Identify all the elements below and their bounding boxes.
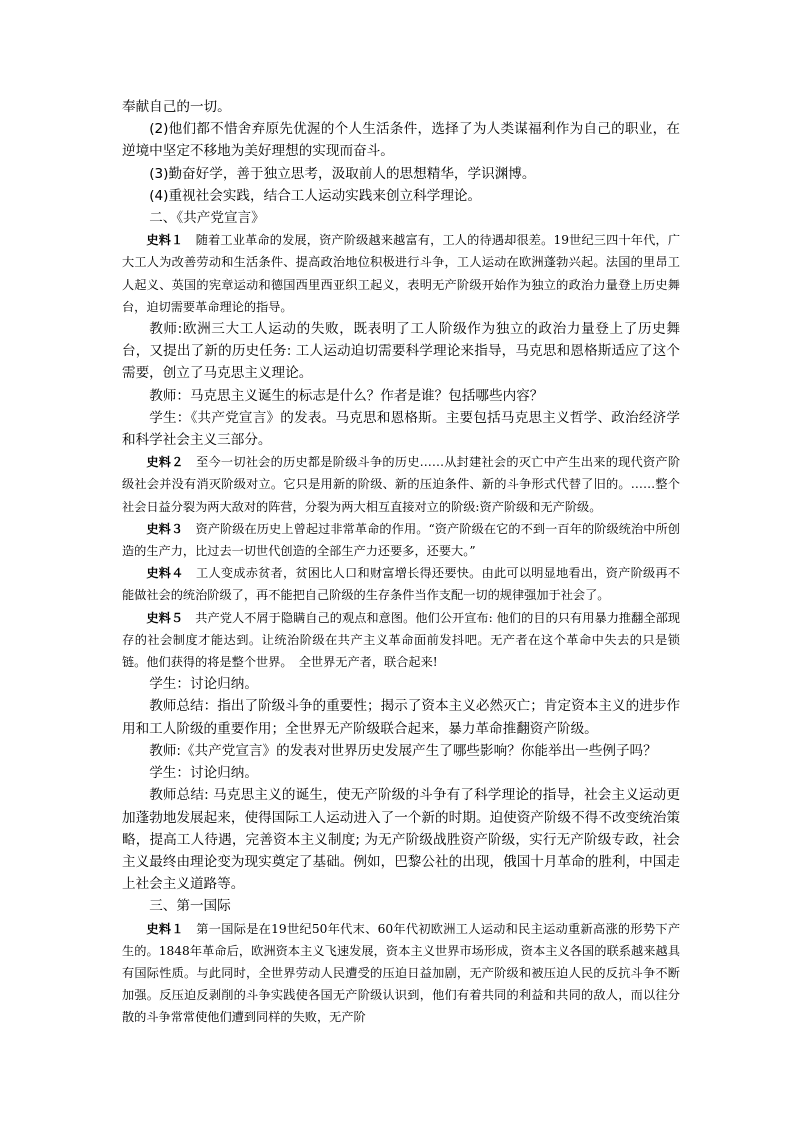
paragraph-text: (3)勤奋好学，善于独立思考，汲取前人的思想精华，学识渊博。: [149, 165, 536, 182]
source-label: 史料１: [146, 233, 184, 248]
source-label: 史料２: [146, 455, 184, 470]
body-paragraph: [122, 673, 680, 695]
body-paragraph: [122, 385, 680, 407]
paragraph-text: 教师总结: 马克思主义的诞生，使无产阶级的斗争有了科学理论的指导，社会主义运动更加蓬勃地发展起来，使得国际工人运动进入了一个新的时期。迫使资产阶级不得不改变统治策略，提高工人待遇，完善资本主义制度; 为无产阶级战胜资产阶级，实行无产阶级专政，社会主义最终由理论变为现实奠定了基础。例如，巴黎公社的出现，俄国十月革命的胜利，中国走上社会主义道路等。: [122, 787, 680, 893]
paragraph-text: 奉献自己的一切。: [122, 99, 231, 115]
paragraph-text: (4)重视社会实践，结合工人运动实践来创立科学理论。: [149, 187, 482, 204]
source-label: 史料５: [146, 610, 184, 625]
body-paragraph: [122, 695, 680, 739]
body-paragraph: [122, 207, 680, 229]
body-paragraph: [122, 185, 680, 207]
source-paragraph: [122, 562, 680, 606]
paragraph-text: 共产党人不屑于隐瞒自己的观点和意图。他们公开宣布: 他们的目的只有用暴力推翻全部现存的社会制度才能达到。让统治阶级在共产主义革命面前发抖吧。无产者在这个革命中失去的只是锁链。他们获得的将是整个世界。 全世界无产者，联合起来!: [122, 610, 680, 670]
paragraph-text: 教师总结：指出了阶级斗争的重要性；揭示了资本主义必然灭亡；肯定资本主义的进步作用和工人阶级的重要作用；全世界无产阶级联合起来，暴力革命推翻资产阶级。: [122, 698, 680, 737]
source-paragraph: [122, 918, 680, 1029]
paragraph-text: 教师：马克思主义诞生的标志是什么？作者是谁？包括哪些内容？: [149, 387, 544, 404]
source-paragraph: [122, 518, 680, 562]
body-paragraph: [122, 318, 680, 385]
paragraph-text: 学生：《共产党宣言》的发表。马克思和恩格斯。主要包括马克思主义哲学、政治经济学和科学社会主义三部分。: [122, 409, 680, 449]
paragraph-text: 随着工业革命的发展，资产阶级越来越富有，工人的待遇却很差。19世纪三四十年代，广大工人为改善劳动和生活条件、提高政治地位积极进行斗争，工人运动在欧洲蓬勃兴起。法国的里昂工人起义、英国的宪章运动和德国西里西亚织工起义，表明无产阶级开始作为独立的政治力量登上历史舞台，迫切需要革命理论的指导。: [122, 233, 681, 314]
source-label: 史料１: [146, 921, 184, 936]
paragraph-text: 至今一切社会的历史都是阶级斗争的历史……从封建社会的灭亡中产生出来的现代资产阶级社会并没有消灭阶级对立。它只是用新的阶级、新的压迫条件、新的斗争形式代替了旧的。……整个社会日益分裂为两大敌对的阵营，分裂为两大相互直接对立的阶级:资产阶级和无产阶级。: [122, 455, 681, 514]
body-paragraph: [122, 740, 680, 762]
body-paragraph: [122, 118, 680, 162]
source-paragraph: [122, 229, 680, 318]
body-paragraph: [122, 762, 680, 784]
source-label: 史料３: [146, 521, 184, 536]
paragraph-text: 教师:《共产党宣言》的发表对世界历史发展产生了哪些影响？你能举出一些例子吗？: [149, 742, 657, 759]
body-paragraph: [122, 163, 680, 185]
paragraph-text: 工人变成赤贫者，贫困比人口和财富增长得还要快。由此可以明显地看出，资产阶级再不能做社会的统治阶级了，再不能把自己阶级的生存条件当作支配一切的规律强加于社会了。: [122, 566, 681, 603]
source-label: 史料４: [146, 566, 184, 581]
paragraph-text: 资产阶级在历史上曾起过非常革命的作用。“资产阶级在它的不到一百年的阶级统治中所创造的生产力，比过去一切世代创造的全部生产力还要多，还要大。”: [122, 521, 680, 559]
paragraph-text: 第一国际是在19世纪50年代末、60年代初欧洲工人运动和民主运动重新高涨的形势下产生的。1848年革命后，欧洲资本主义飞速发展，资本主义世界市场形成，资本主义各国的联系越来越具有国际性质。与此同时，全世界劳动人民遭受的压迫日益加剧，无产阶级和被压迫人民的反抗斗争不断加强。反压迫反剥削的斗争实践使各国无产阶级认识到，他们有着共同的利益和共同的敌人，而以往分散的斗争常常使他们遭到同样的失败，无产阶: [122, 921, 681, 1025]
paragraph-text: 学生：讨论归纳。: [149, 676, 258, 693]
paragraph-text: 学生：讨论归纳。: [149, 765, 258, 782]
paragraph-text: (2)他们都不惜舍弃原先优渥的个人生活条件，选择了为人类谋福利作为自己的职业，在逆境中坚定不移地为美好理想的实现而奋斗。: [122, 121, 680, 160]
body-paragraph: [122, 96, 680, 118]
body-paragraph: [122, 895, 680, 917]
paragraph-text: 三、第一国际: [149, 898, 231, 915]
body-paragraph: [122, 407, 680, 451]
source-paragraph: [122, 607, 680, 674]
body-paragraph: [122, 784, 680, 895]
paragraph-text: 教师:欧洲三大工人运动的失败，既表明了工人阶级作为独立的政治力量登上了历史舞台，又提出了新的历史任务: 工人运动迫切需要科学理论来指导，马克思和恩格斯适应了这个需要，创立了马克思主义理论。: [122, 321, 680, 382]
paragraph-text: 二、《共产党宣言》: [149, 210, 265, 227]
source-paragraph: [122, 451, 680, 518]
